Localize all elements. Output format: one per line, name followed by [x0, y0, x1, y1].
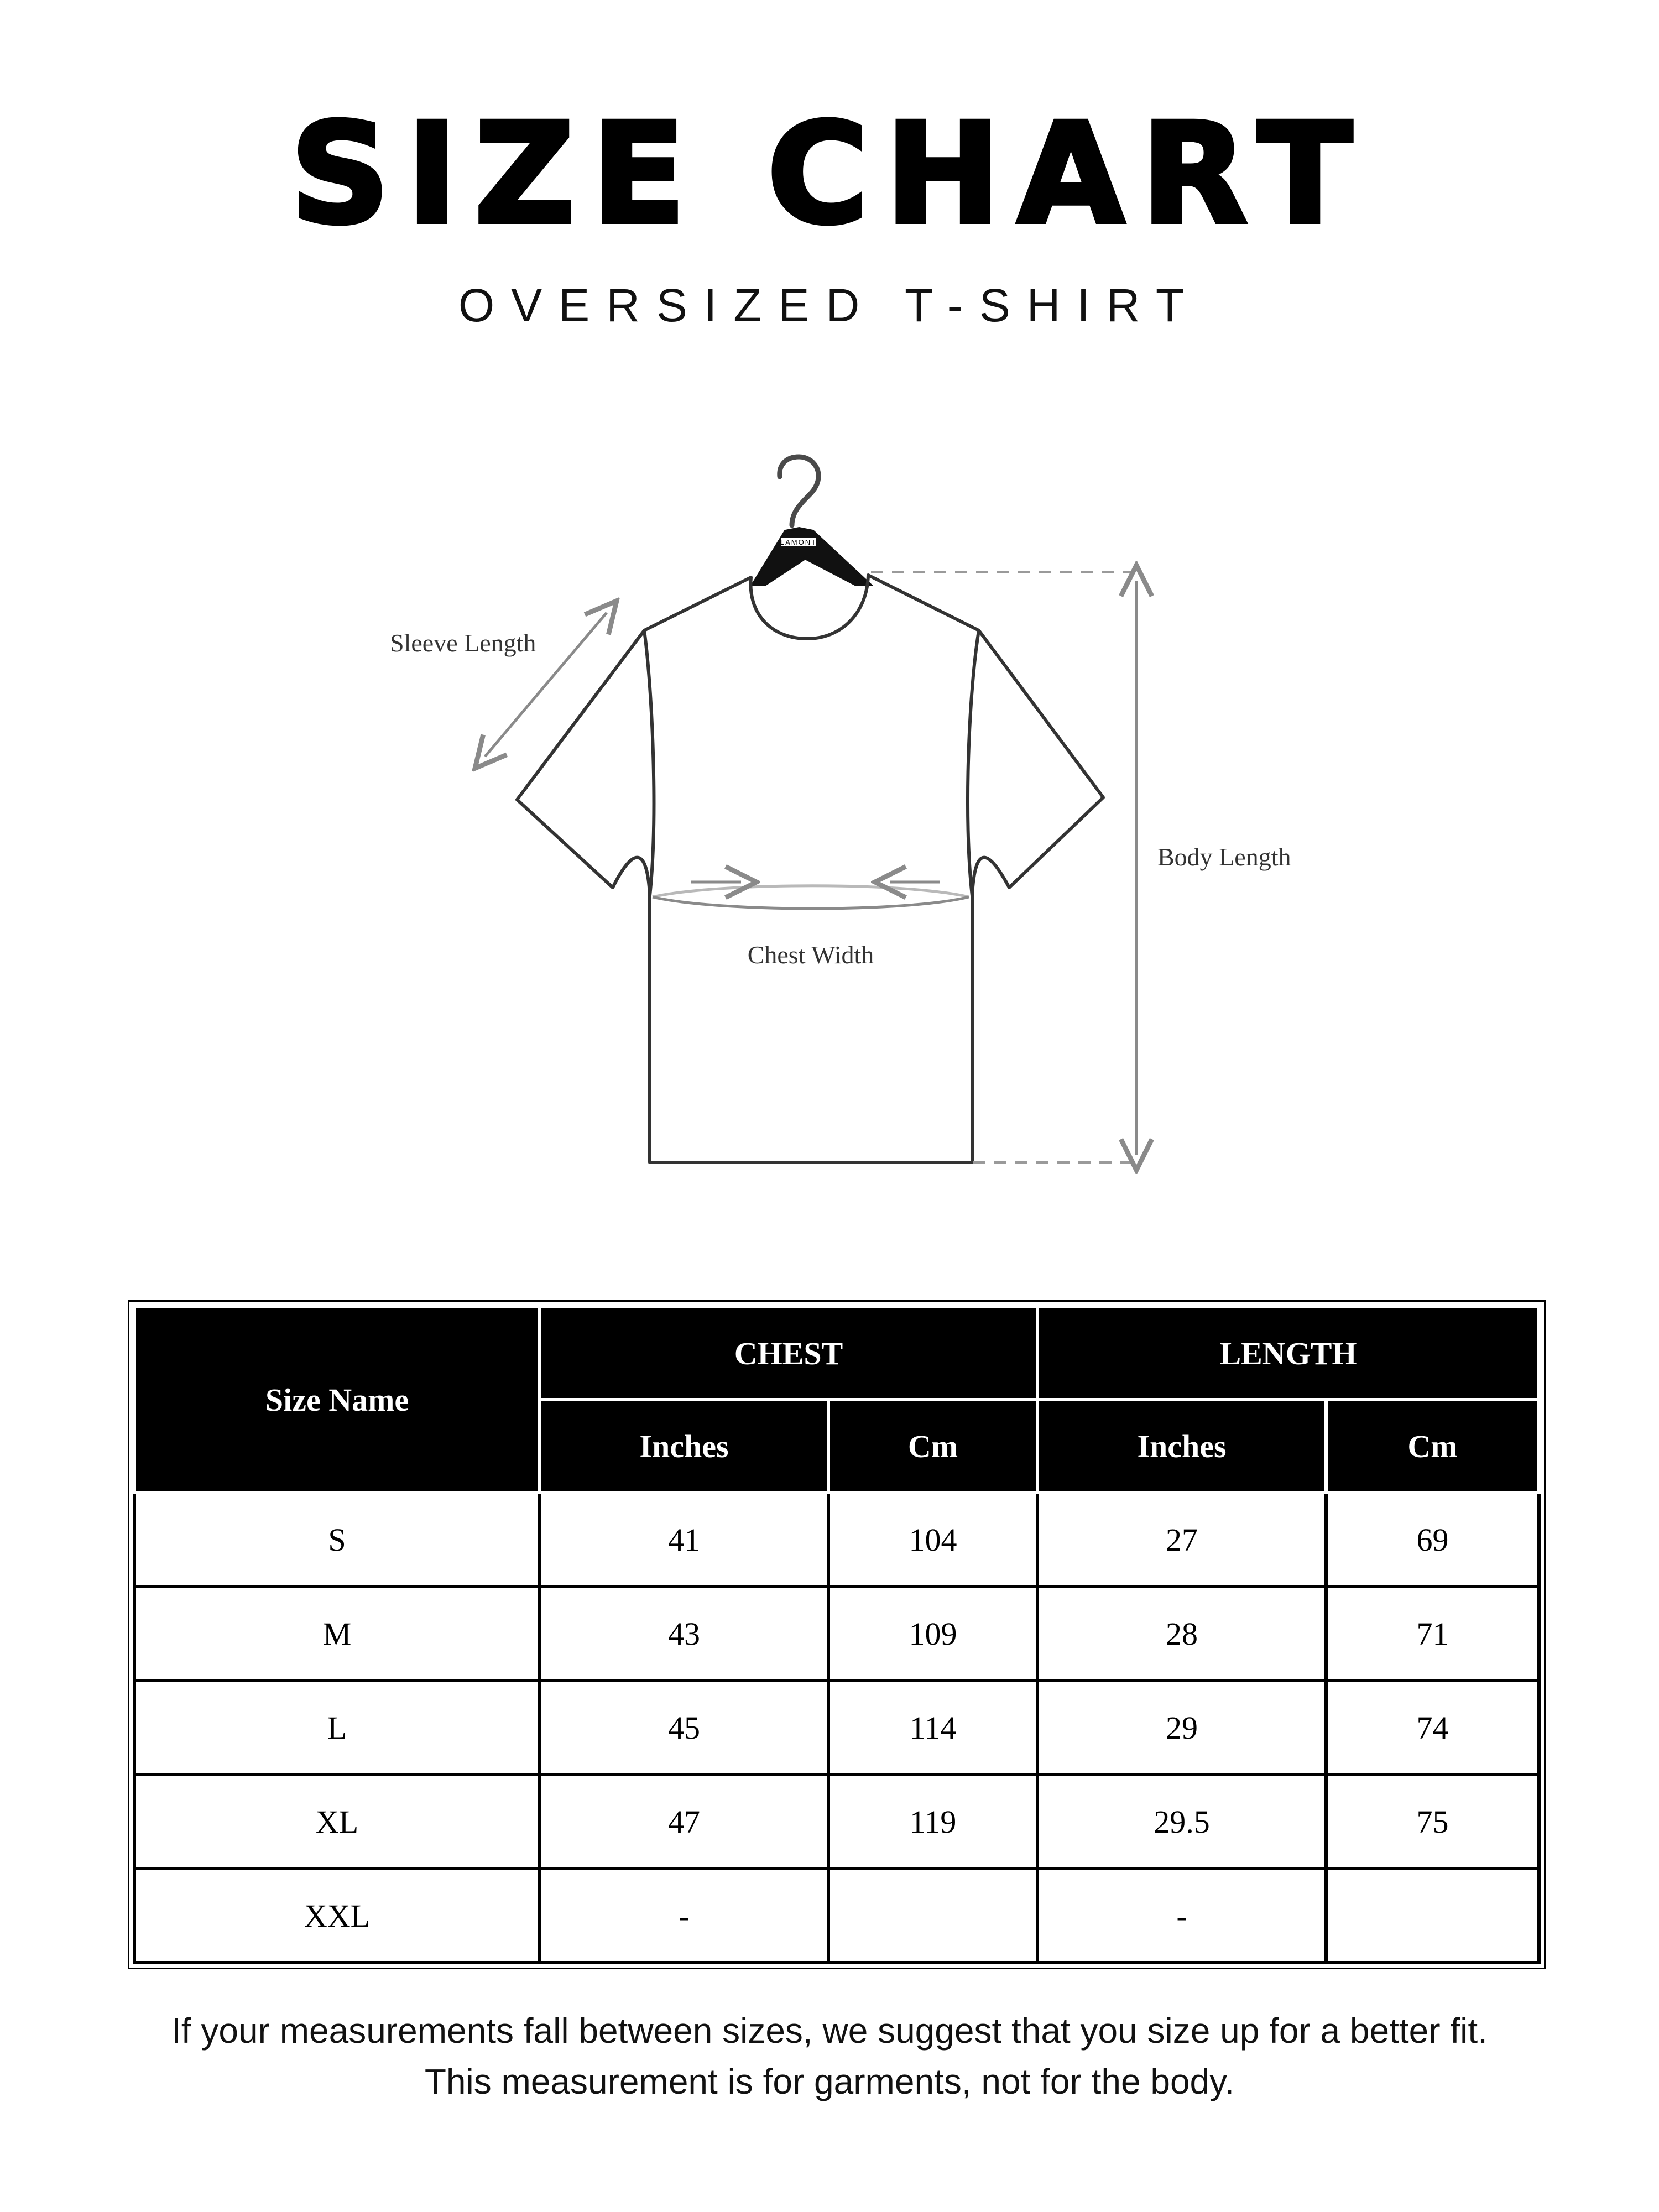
chest-header: CHEST [540, 1307, 1037, 1400]
length-inches-header: Inches [1037, 1400, 1326, 1493]
chest-inches-cell: 47 [540, 1775, 828, 1869]
size-cell: L [134, 1681, 540, 1775]
size-cell: M [134, 1587, 540, 1681]
length-cm-cell: 74 [1326, 1681, 1539, 1775]
length-inches-cell: 28 [1037, 1587, 1326, 1681]
length-cm-cell: 69 [1326, 1493, 1539, 1587]
hanger-icon [752, 457, 871, 585]
size-cell: XXL [134, 1869, 540, 1963]
table-row [134, 1681, 1539, 1775]
length-cm-header: Cm [1326, 1400, 1539, 1493]
page-title: SIZE CHART [290, 93, 1369, 254]
chest-cm-cell: 104 [828, 1493, 1037, 1587]
length-inches-cell: 29.5 [1037, 1775, 1326, 1869]
chest-inches-header: Inches [540, 1400, 828, 1493]
length-cm-cell [1326, 1869, 1539, 1963]
chest-cm-cell [828, 1869, 1037, 1963]
size-cell: S [134, 1493, 540, 1587]
hanger-label: LAMONT [780, 538, 817, 546]
chest-inches-cell: - [540, 1869, 828, 1963]
body-length-indicator [871, 572, 1142, 1162]
tshirt-outline [517, 575, 1103, 1162]
length-inches-cell: - [1037, 1869, 1326, 1963]
chest-cm-cell: 109 [828, 1587, 1037, 1681]
chest-cm-cell: 119 [828, 1775, 1037, 1869]
chest-inches-cell: 43 [540, 1587, 828, 1681]
length-inches-cell: 27 [1037, 1493, 1326, 1587]
measurement-note-text: This measurement is for garments, not for the body. [424, 2062, 1235, 2101]
length-header: LENGTH [1037, 1307, 1539, 1400]
chest-width-indicator [653, 882, 969, 909]
sleeve-length-label: Sleeve Length [390, 629, 536, 657]
table-row [134, 1775, 1539, 1869]
table-row [134, 1493, 1539, 1587]
table-row [134, 1869, 1539, 1963]
size-cell: XL [134, 1775, 540, 1869]
body-length-label: Body Length [1157, 843, 1291, 871]
length-cm-cell: 75 [1326, 1775, 1539, 1869]
table-header-row [134, 1307, 1539, 1400]
chest-cm-cell: 114 [828, 1681, 1037, 1775]
chest-inches-cell: 45 [540, 1681, 828, 1775]
length-cm-cell: 71 [1326, 1587, 1539, 1681]
chest-inches-cell: 41 [540, 1493, 828, 1587]
chest-width-label: Chest Width [747, 941, 874, 969]
size-name-header: Size Name [134, 1307, 540, 1493]
table-row [134, 1587, 1539, 1681]
chest-cm-header: Cm [828, 1400, 1037, 1493]
page-subtitle: OVERSIZED T-SHIRT [458, 279, 1201, 331]
fit-advice-text: If your measurements fall between sizes, we suggest that you size up for a better fit. [171, 2011, 1488, 2051]
tshirt-diagram [0, 431, 1659, 1206]
size-table [133, 1305, 1541, 1964]
length-inches-cell: 29 [1037, 1681, 1326, 1775]
